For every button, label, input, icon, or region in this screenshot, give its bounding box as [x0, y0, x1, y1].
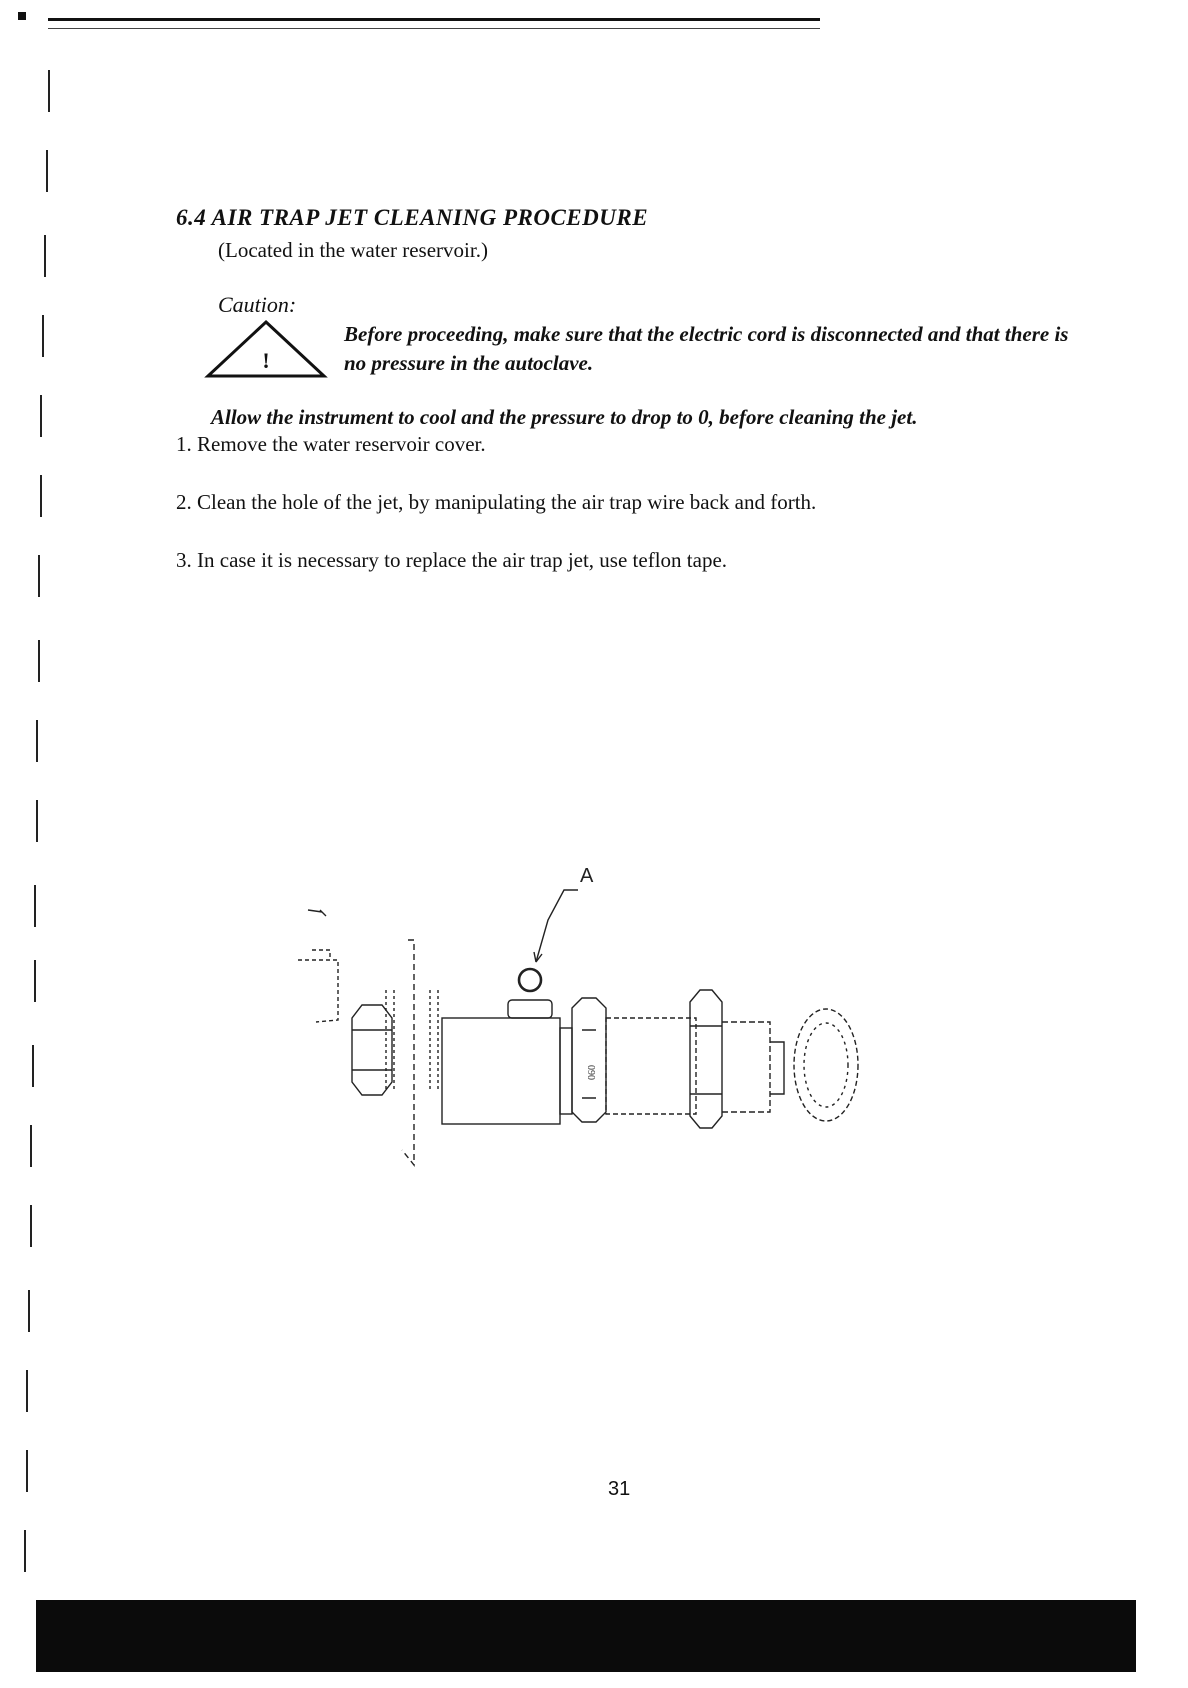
callout-label-a: A: [580, 865, 594, 887]
section-subheading: (Located in the water reservoir.): [218, 238, 488, 262]
step-2: 2. Clean the hole of the jet, by manipulating the air trap wire back and forth.: [176, 490, 817, 514]
caution-text: Before proceeding, make sure that the electric cord is disconnected and that there is no pressure in the autoclave.: [344, 322, 1069, 375]
section-heading: 6.4 AIR TRAP JET CLEANING PROCEDURE: [176, 205, 649, 230]
air-trap-jet-diagram: [290, 850, 940, 1185]
caution-label: Caution:: [218, 292, 297, 317]
cooling-note: Allow the instrument to cool and the pressure to drop to 0, before cleaning the jet.: [211, 405, 918, 429]
scan-edge-bar: [36, 1600, 1136, 1672]
page-number: 31: [608, 1478, 631, 1500]
top-rule-thin: [48, 28, 820, 29]
svg-text:090: 090: [585, 1065, 596, 1080]
step-1: 1. Remove the water reservoir cover.: [176, 432, 486, 456]
svg-text:!: !: [262, 348, 270, 373]
top-rule: [48, 18, 820, 21]
step-3: 3. In case it is necessary to replace the air trap jet, use teflon tape.: [176, 548, 728, 572]
scan-mark: [18, 12, 26, 20]
warning-triangle-icon: [204, 318, 328, 385]
